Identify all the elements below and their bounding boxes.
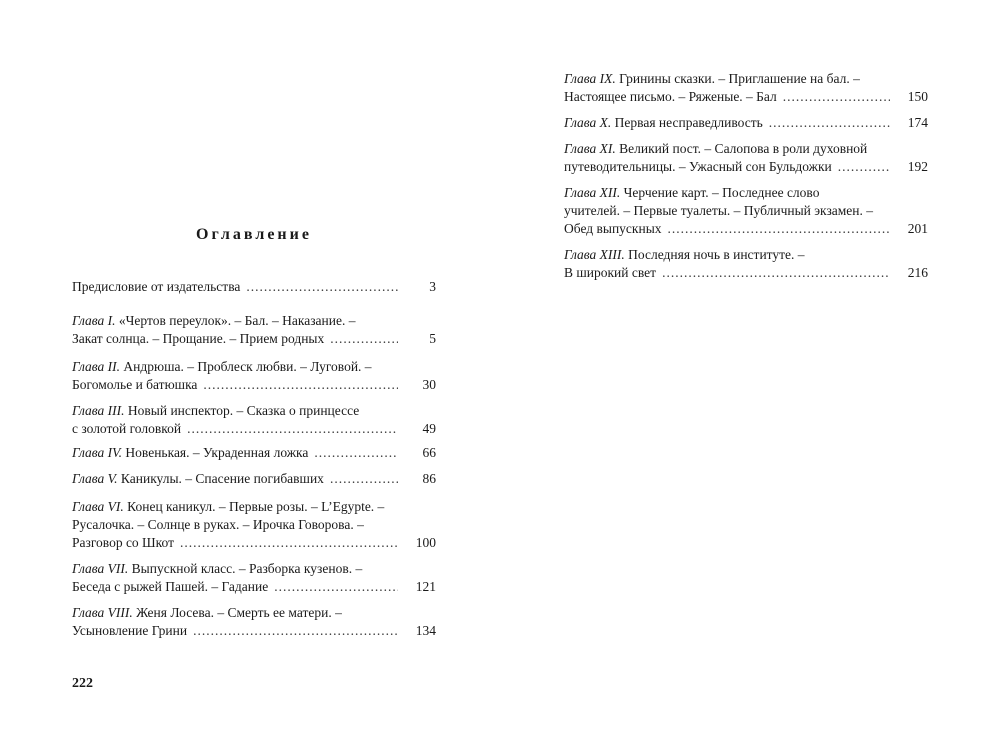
toc-entry-line <box>72 560 436 578</box>
chapter-label: Глава XII. <box>564 185 621 200</box>
chapter-title-text: Великий пост. – Салопова в роли духовной <box>619 141 868 156</box>
page-ref: 86 <box>422 471 436 486</box>
dot-leader <box>246 278 398 296</box>
dot-leader <box>668 220 890 238</box>
chapter-label: Глава I. <box>72 313 116 328</box>
chapter-title-text: В широкий свет <box>564 265 657 280</box>
chapter-title-text: «Чертов переулок». – Бал. – Наказание. – <box>118 313 356 328</box>
chapter-label: Глава II. <box>72 359 121 374</box>
dot-leader <box>314 444 398 462</box>
chapter-title-text: Русалочка. – Солнце в руках. – Ирочка Говорова. – <box>72 517 364 532</box>
toc-entry-line <box>72 604 436 622</box>
dot-leader <box>330 330 398 348</box>
toc-entry[interactable] <box>72 312 436 348</box>
toc-title: Оглавление <box>196 226 312 243</box>
page-number: 222 <box>72 676 93 691</box>
page-ref: 192 <box>907 159 928 174</box>
chapter-title-text: Закат солнца. – Прощание. – Прием родных <box>72 331 325 346</box>
toc-entry-line <box>72 312 436 330</box>
dot-leader <box>274 578 398 596</box>
toc-entry-line <box>72 278 436 296</box>
dot-leader <box>330 470 398 488</box>
chapter-title-text: Усыновление Грини <box>72 623 188 638</box>
chapter-title-text: путеводительницы. – Ужасный сон Бульдожки <box>564 159 832 174</box>
toc-entry-line <box>72 516 436 534</box>
toc-entry[interactable] <box>72 358 436 394</box>
page-ref: 216 <box>907 265 928 280</box>
chapter-title-text: Обед выпускных <box>564 221 662 236</box>
chapter-title-text: Новый инспектор. – Сказка о принцессе <box>127 403 360 418</box>
toc-entry-line <box>72 534 436 552</box>
chapter-label: Глава V. <box>72 471 118 486</box>
toc-entry-line <box>564 264 928 282</box>
page-ref: 66 <box>422 445 436 460</box>
page-ref: 174 <box>907 115 928 130</box>
chapter-title-text: Андрюша. – Проблеск любви. – Луговой. – <box>123 359 372 374</box>
page-ref: 150 <box>907 89 928 104</box>
toc-entry-line <box>564 202 928 220</box>
chapter-label: Глава X. <box>564 115 612 130</box>
toc-entry-line <box>564 88 928 106</box>
chapter-label: Глава III. <box>72 403 125 418</box>
toc-entry-line <box>72 358 436 376</box>
toc-entry[interactable] <box>564 184 928 238</box>
toc-entry-line <box>72 578 436 596</box>
toc-entry-line <box>72 470 436 488</box>
toc-entry[interactable] <box>564 246 928 282</box>
chapter-title-text: Настоящее письмо. – Ряженые. – Бал <box>564 89 777 104</box>
page-ref: 49 <box>422 421 436 436</box>
chapter-label: Глава IV. <box>72 445 123 460</box>
toc-entry-line <box>564 70 928 88</box>
chapter-title-text: Черчение карт. – Последнее слово <box>623 185 820 200</box>
toc-entry-line <box>72 402 436 420</box>
dot-leader <box>783 88 890 106</box>
toc-entry[interactable] <box>72 498 436 552</box>
toc-entry[interactable] <box>72 444 436 462</box>
toc-entry-line <box>564 158 928 176</box>
dot-leader <box>180 534 398 552</box>
chapter-title-text: Гринины сказки. – Приглашение на бал. – <box>619 71 860 86</box>
toc-entry-line <box>72 420 436 438</box>
page-ref: 121 <box>415 579 436 594</box>
dot-leader <box>187 420 398 438</box>
toc-entry-line <box>72 330 436 348</box>
page-ref: 100 <box>415 535 436 550</box>
toc-entry[interactable] <box>72 560 436 596</box>
toc-entry[interactable] <box>564 140 928 176</box>
chapter-title-text: Предисловие от издательства <box>72 279 241 294</box>
chapter-title-text: Разговор со Шкот <box>72 535 175 550</box>
page-ref: 3 <box>429 279 436 294</box>
page-ref: 30 <box>422 377 436 392</box>
toc-entry-line <box>564 220 928 238</box>
dot-leader <box>203 376 398 394</box>
chapter-label: Глава VIII. <box>72 605 133 620</box>
toc-entry-line <box>72 622 436 640</box>
chapter-title-text: учителей. – Первые туалеты. – Публичный экзамен. – <box>564 203 874 218</box>
chapter-title-text: Каникулы. – Спасение погибавших <box>120 471 324 486</box>
dot-leader <box>838 158 890 176</box>
toc-entry-line <box>564 114 928 132</box>
toc-entry[interactable] <box>72 278 436 296</box>
toc-entry-line <box>564 184 928 202</box>
toc-entry-line <box>564 246 928 264</box>
chapter-label: Глава XI. <box>564 141 616 156</box>
chapter-label: Глава XIII. <box>564 247 625 262</box>
toc-entry[interactable] <box>564 70 928 106</box>
dot-leader <box>769 114 890 132</box>
dot-leader <box>193 622 398 640</box>
toc-entry[interactable] <box>72 604 436 640</box>
toc-entry[interactable] <box>72 470 436 488</box>
chapter-label: Глава VII. <box>72 561 129 576</box>
chapter-title-text: Выпускной класс. – Разборка кузенов. – <box>131 561 363 576</box>
page-ref: 201 <box>907 221 928 236</box>
toc-entry-line <box>72 376 436 394</box>
chapter-label: Глава IX. <box>564 71 616 86</box>
chapter-title-text: с золотой головкой <box>72 421 182 436</box>
page-ref: 5 <box>429 331 436 346</box>
chapter-title-text: Первая несправедливость <box>614 115 763 130</box>
toc-entry[interactable] <box>564 114 928 132</box>
dot-leader <box>662 264 890 282</box>
toc-entry[interactable] <box>72 402 436 438</box>
toc-entry-line <box>564 140 928 158</box>
toc-entry-line <box>72 444 436 462</box>
page-ref: 134 <box>415 623 436 638</box>
chapter-title-text: Женя Лосева. – Смерть ее матери. – <box>136 605 342 620</box>
toc-entry-line <box>72 498 436 516</box>
chapter-title-text: Последняя ночь в институте. – <box>628 247 805 262</box>
chapter-label: Глава VI. <box>72 499 124 514</box>
chapter-title-text: Беседа с рыжей Пашей. – Гадание <box>72 579 269 594</box>
chapter-title-text: Конец каникул. – Первые розы. – L’Egypte. – <box>127 499 385 514</box>
chapter-title-text: Богомолье и батюшка <box>72 377 198 392</box>
chapter-title-text: Новенькая. – Украденная ложка <box>125 445 309 460</box>
